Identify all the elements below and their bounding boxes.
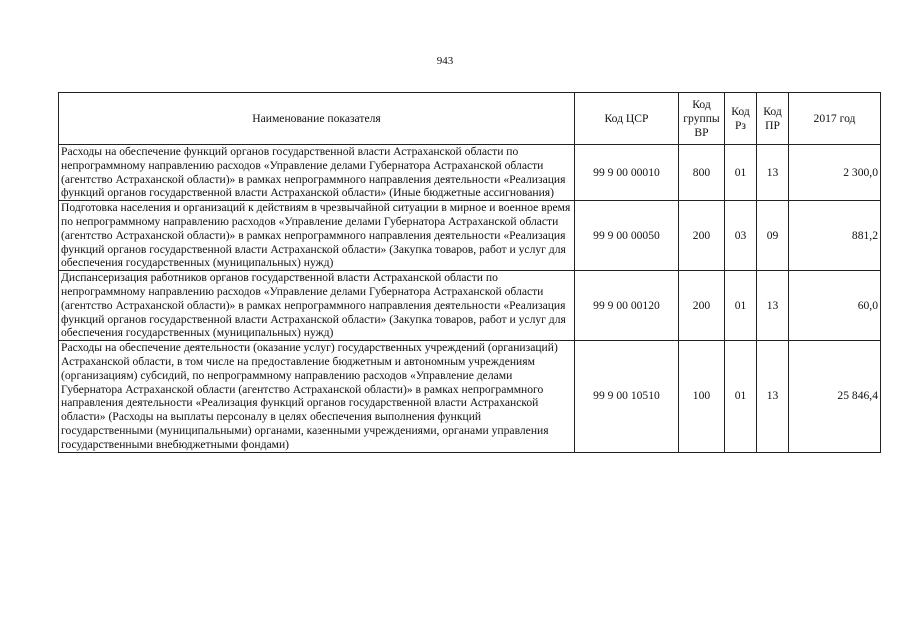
cell-indicator-name: Подготовка населения и организаций к действиям в чрезвычайной ситуации в мирное и военное время по непрограммному направлению расходов «Управление делами Губернатора Астраханской области (агентство Астраханской области)» в рамках непрограммного направления деятельности «Реализация функций органов государственной власти Астраханской области» (Закупка товаров, работ и услуг для обеспечения государственных (муниципальных) нужд) — [59, 201, 575, 271]
header-rz-code: Код Рз — [725, 93, 757, 145]
header-csr-code: Код ЦСР — [575, 93, 679, 145]
cell-pr-code: 13 — [757, 341, 789, 452]
cell-vr-code: 200 — [679, 201, 725, 271]
cell-rz-code: 03 — [725, 201, 757, 271]
table-header-row — [59, 93, 881, 145]
header-year-2017: 2017 год — [789, 93, 881, 145]
cell-vr-code: 100 — [679, 341, 725, 452]
cell-csr-code: 99 9 00 10510 — [575, 341, 679, 452]
cell-pr-code: 09 — [757, 201, 789, 271]
budget-table — [58, 92, 881, 453]
header-indicator-name: Наименование показателя — [59, 93, 575, 145]
cell-pr-code: 13 — [757, 145, 789, 201]
cell-amount: 2 300,0 — [789, 145, 881, 201]
cell-indicator-name: Расходы на обеспечение деятельности (оказание услуг) государственных учреждений (организаций) Астраханской области, в том числе на предоставление бюджетным и автономным учреждениям (организациям) субсидий, по непрограммному направлению расходов «Управление делами Губернатора Астраханской области (агентство Астраханской области)» в рамках непрограммного направления деятельности «Реализация функций органов государственной власти Астраханской области» (Расходы на выплаты персоналу в целях обеспечения выполнения функций государственными (муниципальными) органами, казенными учреждениями, органами управления государственными внебюджетными фондами) — [59, 341, 575, 452]
table-row — [59, 145, 881, 201]
cell-pr-code: 13 — [757, 271, 789, 341]
header-vr-code: Код группы ВР — [679, 93, 725, 145]
cell-vr-code: 800 — [679, 145, 725, 201]
table-row — [59, 201, 881, 271]
table-row — [59, 341, 881, 452]
cell-amount: 60,0 — [789, 271, 881, 341]
page-number: 943 — [436, 55, 454, 67]
header-pr-code: Код ПР — [757, 93, 789, 145]
cell-csr-code: 99 9 00 00010 — [575, 145, 679, 201]
cell-indicator-name: Расходы на обеспечение функций органов государственной власти Астраханской области по непрограммному направлению расходов «Управление делами Губернатора Астраханской области (агентство Астраханской области)» в рамках непрограммного направления деятельности «Реализация функций органов государственной власти Астраханской области» (Иные бюджетные ассигнования) — [59, 145, 575, 201]
cell-csr-code: 99 9 00 00050 — [575, 201, 679, 271]
table-row — [59, 271, 881, 341]
cell-rz-code: 01 — [725, 271, 757, 341]
cell-vr-code: 200 — [679, 271, 725, 341]
cell-rz-code: 01 — [725, 341, 757, 452]
cell-amount: 25 846,4 — [789, 341, 881, 452]
cell-rz-code: 01 — [725, 145, 757, 201]
cell-amount: 881,2 — [789, 201, 881, 271]
cell-csr-code: 99 9 00 00120 — [575, 271, 679, 341]
cell-indicator-name: Диспансеризация работников органов государственной власти Астраханской области по непрограммному направлению расходов «Управление делами Губернатора Астраханской области (агентство Астраханской области)» в рамках непрограммного направления деятельности «Реализация функций органов государственной власти Астраханской области» (Закупка товаров, работ и услуг для обеспечения государственных (муниципальных) нужд) — [59, 271, 575, 341]
